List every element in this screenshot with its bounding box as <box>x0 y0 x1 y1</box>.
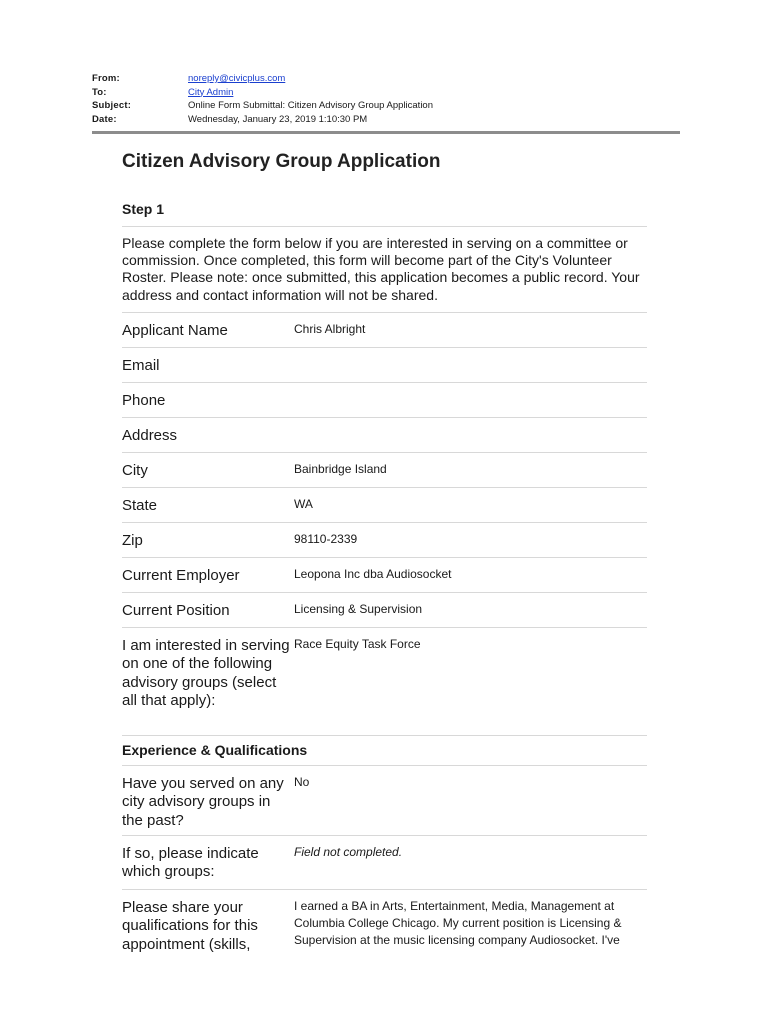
to-label: To: <box>92 86 107 98</box>
header-divider <box>92 131 680 134</box>
field-row <box>122 522 647 557</box>
field-value-applicant-name: Chris Albright <box>294 321 366 336</box>
email-header <box>92 72 682 126</box>
field-row <box>122 592 647 627</box>
field-label-served-before: Have you served on any city advisory groups in the past? <box>122 774 284 829</box>
step-heading: Step 1 <box>122 201 165 217</box>
form-intro: Please complete the form below if you are interested in serving on a committee or commission. Once completed, this form will become part of the City's Volunteer Roster. Please note: once submitted, this application becomes a public record. Your address and contact information will not be shared. <box>122 235 640 303</box>
subject-row <box>92 99 682 113</box>
date-label: Date: <box>92 113 117 125</box>
from-row <box>92 72 682 86</box>
field-value-state: WA <box>294 496 313 511</box>
field-row <box>122 835 647 889</box>
field-row <box>122 487 647 522</box>
date-row <box>92 113 682 127</box>
field-label-email: Email <box>122 356 160 374</box>
field-value-email <box>294 348 647 382</box>
field-label-advisory-groups: I am interested in serving on one of the following advisory groups (select all that apply): <box>122 636 290 710</box>
form-title: Citizen Advisory Group Application <box>122 151 441 172</box>
field-label-phone: Phone <box>122 391 166 409</box>
field-value-served-before: No <box>294 774 310 789</box>
field-label-city: City <box>122 461 148 479</box>
section-heading-experience: Experience & Qualifications <box>122 735 647 765</box>
field-value-phone <box>294 383 647 417</box>
field-row <box>122 627 647 735</box>
field-label-state: State <box>122 496 158 514</box>
field-value-qualifications: I earned a BA in Arts, Entertainment, Media, Management at Columbia College Chicago. My current position is Licensing & Supervision at the music licensing company Audiosocket. I've <box>294 898 622 947</box>
field-label-current-position: Current Position <box>122 601 230 619</box>
from-label: From: <box>92 73 120 84</box>
field-value-advisory-groups: Race Equity Task Force <box>294 636 421 651</box>
form-content <box>122 148 647 970</box>
field-row <box>122 557 647 592</box>
date-value: Wednesday, January 23, 2019 1:10:30 PM <box>188 113 368 125</box>
field-value-zip: 98110-2339 <box>294 531 358 546</box>
to-row <box>92 86 682 100</box>
field-row <box>122 382 647 417</box>
field-value-which-groups: Field not completed. <box>294 844 403 859</box>
field-value-current-employer: Leopona Inc dba Audiosocket <box>294 566 452 581</box>
field-row <box>122 765 647 835</box>
field-value-current-position: Licensing & Supervision <box>294 601 423 616</box>
field-label-applicant-name: Applicant Name <box>122 321 228 339</box>
field-row <box>122 452 647 487</box>
subject-value: Online Form Submittal: Citizen Advisory Group Application <box>188 100 433 111</box>
field-value-address <box>294 418 647 452</box>
from-email-link[interactable]: noreply@civicplus.com <box>188 73 286 84</box>
field-label-zip: Zip <box>122 531 143 549</box>
field-label-qualifications: Please share your qualifications for this appointment (skills, <box>122 898 258 953</box>
field-value-city: Bainbridge Island <box>294 461 387 476</box>
field-row <box>122 312 647 347</box>
field-row <box>122 417 647 452</box>
field-label-current-employer: Current Employer <box>122 566 240 584</box>
field-row <box>122 889 647 970</box>
to-recipient-link[interactable]: City Admin <box>188 86 234 98</box>
field-label-which-groups: If so, please indicate which groups: <box>122 844 259 881</box>
field-row <box>122 347 647 382</box>
subject-label: Subject: <box>92 100 132 111</box>
field-label-address: Address <box>122 426 178 444</box>
